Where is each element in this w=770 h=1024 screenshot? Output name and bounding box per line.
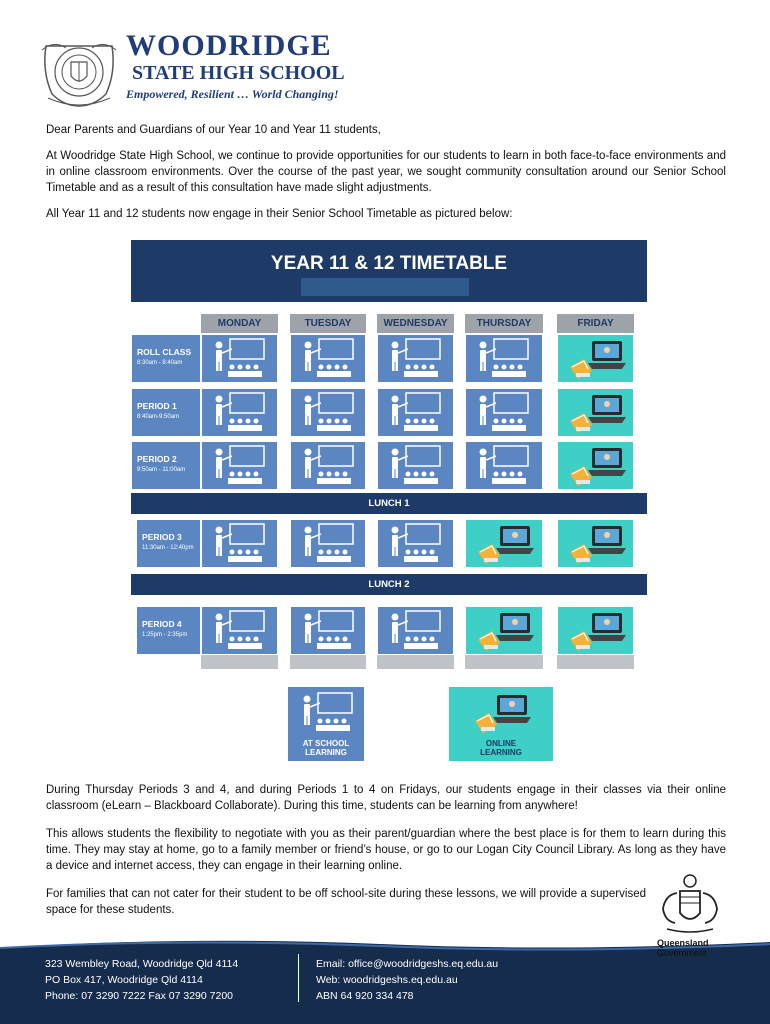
period-label-cell bbox=[131, 441, 201, 490]
school-name-line1: WOODRIDGE bbox=[126, 29, 332, 62]
teacher-class-icon bbox=[386, 391, 446, 440]
footer-divider bbox=[298, 954, 299, 1002]
online-learning-icon bbox=[566, 391, 628, 440]
school-cell bbox=[377, 519, 454, 568]
period-time: 8:40am-9:50am bbox=[137, 414, 180, 420]
school-cell bbox=[377, 334, 454, 383]
teacher-class-icon bbox=[210, 444, 270, 493]
school-cell bbox=[201, 388, 278, 437]
period-label bbox=[142, 532, 194, 554]
period-name: ROLL CLASS bbox=[137, 347, 192, 357]
lunch-2-bar: LUNCH 2 bbox=[131, 574, 647, 595]
letter-intro: At Woodridge State High School, we continue to provide opportunities for our students to learn in both face-to-face environments and in online classroom environments. Over the course of the past year, we sought community consultation around our Senior School Timetable and as a result of this consultation have made slight adjustments. bbox=[46, 150, 726, 194]
period-4-gap bbox=[557, 655, 634, 669]
legend-at-school bbox=[288, 687, 364, 761]
address-line-1: 323 Wembley Road, Woodridge Qld 4114 bbox=[45, 958, 239, 970]
lunch-1-bar: LUNCH 1 bbox=[131, 493, 647, 514]
online-cell bbox=[465, 519, 543, 568]
school-motto: Empowered, Resilient … World Changing! bbox=[126, 87, 339, 101]
teacher-class-icon bbox=[299, 444, 359, 493]
footer-address bbox=[45, 956, 238, 1004]
period-4-gap bbox=[201, 655, 278, 669]
day-header-thursday: THURSDAY bbox=[465, 314, 543, 333]
day-header-tuesday: TUESDAY bbox=[290, 314, 366, 333]
web-link[interactable]: Web: woodridgeshs.eq.edu.au bbox=[316, 974, 458, 986]
online-cell bbox=[557, 441, 634, 490]
legend-at-school-label bbox=[288, 739, 364, 757]
teacher-class-icon bbox=[474, 444, 534, 493]
legend-online-line2: LEARNING bbox=[480, 748, 522, 757]
letter-salutation: Dear Parents and Guardians of our Year 10 and Year 11 students, bbox=[46, 124, 381, 136]
day-header-monday: MONDAY bbox=[201, 314, 278, 333]
school-cell bbox=[465, 441, 543, 490]
online-learning-icon bbox=[474, 522, 536, 571]
online-cell bbox=[557, 519, 634, 568]
letter-lead: All Year 11 and 12 students now engage in their Senior School Timetable as pictured below: bbox=[46, 208, 513, 220]
gov-logo-name: Queensland bbox=[657, 938, 709, 948]
online-learning-icon bbox=[566, 522, 628, 571]
online-cell bbox=[465, 606, 543, 655]
school-cell bbox=[201, 334, 278, 383]
school-cell bbox=[201, 441, 278, 490]
teacher-class-icon bbox=[299, 337, 359, 386]
online-learning-icon bbox=[566, 609, 628, 658]
online-learning-icon bbox=[566, 444, 628, 493]
paragraph-families: For families that can not cater for their student to be off school-site during these lessons, we will provide a supervised space for these students. bbox=[46, 888, 646, 916]
timetable-title-bar bbox=[131, 240, 647, 302]
footer-bar bbox=[0, 938, 770, 1024]
school-cell bbox=[201, 606, 278, 655]
period-label bbox=[137, 347, 191, 369]
school-cell bbox=[377, 441, 454, 490]
school-cell bbox=[290, 519, 366, 568]
period-label bbox=[142, 619, 187, 641]
gov-logo-sub: Government bbox=[657, 948, 707, 958]
teacher-class-icon bbox=[474, 391, 534, 440]
period-4-gap bbox=[465, 655, 543, 669]
school-cell bbox=[465, 388, 543, 437]
teacher-class-icon bbox=[299, 609, 359, 658]
timetable-title-underline bbox=[301, 278, 469, 296]
day-header-friday: FRIDAY bbox=[557, 314, 634, 333]
abn: ABN 64 920 334 478 bbox=[316, 990, 414, 1002]
school-cell bbox=[290, 388, 366, 437]
school-cell bbox=[377, 388, 454, 437]
online-learning-icon bbox=[474, 609, 536, 658]
legend-school-line2: LEARNING bbox=[305, 748, 347, 757]
period-name: PERIOD 2 bbox=[137, 454, 177, 464]
online-cell bbox=[557, 388, 634, 437]
school-crest-icon bbox=[40, 36, 118, 108]
legend-online-label bbox=[449, 739, 553, 757]
period-time: 1:25pm - 2:35pm bbox=[142, 632, 188, 638]
teacher-class-icon bbox=[210, 391, 270, 440]
school-cell bbox=[290, 606, 366, 655]
teacher-class-icon bbox=[386, 522, 446, 571]
teacher-class-icon bbox=[474, 337, 534, 386]
footer-contact bbox=[316, 956, 498, 1004]
period-label bbox=[137, 401, 179, 423]
school-cell bbox=[201, 519, 278, 568]
footer-wave-icon bbox=[0, 938, 770, 956]
school-cell bbox=[377, 606, 454, 655]
period-label-cell bbox=[136, 606, 201, 655]
legend-school-line1: AT SCHOOL bbox=[302, 739, 350, 748]
legend-online-line1: ONLINE bbox=[485, 739, 517, 748]
period-label-cell bbox=[131, 388, 201, 437]
teacher-class-icon bbox=[210, 522, 270, 571]
school-cell bbox=[290, 334, 366, 383]
school-cell bbox=[290, 441, 366, 490]
timetable-title: YEAR 11 & 12 TIMETABLE bbox=[270, 253, 508, 274]
school-name-line2: STATE HIGH SCHOOL bbox=[132, 62, 345, 84]
paragraph-flexibility: This allows students the flexibility to negotiate with you as their parent/guardian where the best place is for them to learn during this time. They may stay at home, go to a family member or friend’s house, or go to our Logan City Council Library. As long as they have a device and internet access, they can engage in their learning online. bbox=[46, 828, 726, 872]
teacher-class-icon bbox=[386, 609, 446, 658]
paragraph-online: During Thursday Periods 3 and 4, and during Periods 1 to 4 on Fridays, our students engage in their classes via their online classroom (eLearn – Blackboard Collaborate). During this time, students can be learning from anywhere! bbox=[46, 784, 726, 812]
period-label-cell bbox=[131, 334, 201, 383]
period-4-gap bbox=[290, 655, 366, 669]
day-header-wednesday: WEDNESDAY bbox=[377, 314, 454, 333]
school-cell bbox=[465, 334, 543, 383]
online-cell bbox=[557, 334, 634, 383]
period-name: PERIOD 4 bbox=[142, 619, 182, 629]
period-time: 8:30am - 8:40am bbox=[137, 360, 183, 366]
teacher-class-icon bbox=[386, 337, 446, 386]
period-4-gap bbox=[377, 655, 454, 669]
teacher-class-icon bbox=[299, 522, 359, 571]
period-label bbox=[137, 454, 185, 476]
address-line-2: PO Box 417, Woodridge Qld 4114 bbox=[45, 974, 203, 986]
period-name: PERIOD 3 bbox=[142, 532, 182, 542]
teacher-class-icon bbox=[299, 391, 359, 440]
school-wordmark bbox=[126, 30, 345, 102]
teacher-class-icon bbox=[210, 609, 270, 658]
teacher-class-icon bbox=[210, 337, 270, 386]
online-cell bbox=[557, 606, 634, 655]
teacher-class-icon bbox=[298, 691, 358, 740]
legend-online bbox=[449, 687, 553, 761]
period-time: 9:50am - 11:00am bbox=[137, 467, 186, 473]
period-time: 11:30am - 12:40pm bbox=[142, 545, 194, 551]
teacher-class-icon bbox=[386, 444, 446, 493]
online-learning-icon bbox=[471, 691, 533, 740]
period-name: PERIOD 1 bbox=[137, 401, 177, 411]
online-learning-icon bbox=[566, 337, 628, 386]
email-link[interactable]: Email: office@woodridgeshs.eq.edu.au bbox=[316, 958, 499, 970]
phone-fax: Phone: 07 3290 7222 Fax 07 3290 7200 bbox=[45, 990, 233, 1002]
period-label-cell bbox=[136, 519, 201, 568]
